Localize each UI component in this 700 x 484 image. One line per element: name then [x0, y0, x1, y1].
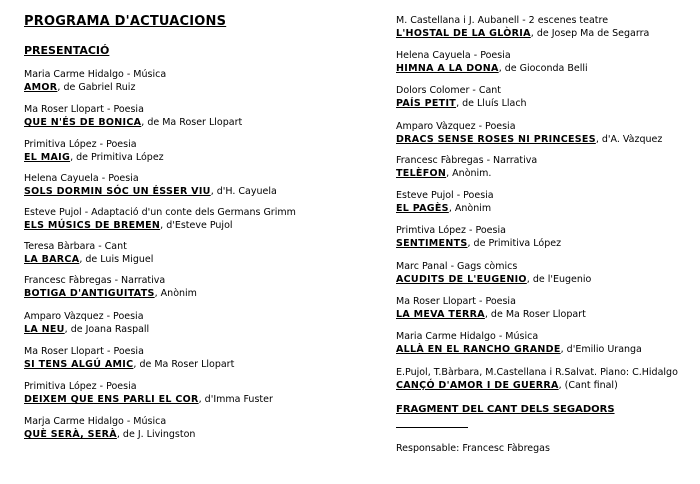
work-credit: , de Lluís Llach [456, 98, 527, 109]
work-credit: , de Ma Roser Llopart [141, 117, 243, 128]
performer-line: Ma Roser Llopart - Poesia [396, 296, 516, 307]
performer-line: Marc Panal - Gags còmics [396, 261, 518, 272]
work-title: LA BARCA [24, 254, 80, 265]
performer-line: Francesc Fàbregas - Narrativa [396, 155, 538, 166]
performer-line: M. Castellana i J. Aubanell - 2 escenes teatre [396, 15, 609, 26]
work-credit: , de Gabriel Ruiz [57, 82, 136, 93]
work-title: SI TENS ALGÚ AMIC [24, 359, 134, 370]
work-credit: , de Ma Roser Llopart [484, 309, 586, 320]
work-credit: , d'Emilio Uranga [560, 344, 642, 355]
work-credit: , de l'Eugenio [526, 274, 592, 285]
work-credit: , d'Esteve Pujol [160, 220, 233, 231]
work-title: ELS MÚSICS DE BREMEN [24, 220, 161, 231]
work-title: SOLS DORMIN SÓC UN ÉSSER VIU [24, 186, 211, 197]
performer-line: Helena Cayuela - Poesia [396, 50, 511, 61]
work-credit: , de Joana Raspall [64, 324, 150, 335]
performer-line: Esteve Pujol - Poesia [396, 190, 494, 201]
performer-line: Ma Roser Llopart - Poesia [24, 104, 144, 115]
performer-line: Esteve Pujol - Adaptació d'un conte dels Germans Grimm [24, 207, 296, 218]
section-heading: PRESENTACIÓ [24, 44, 110, 57]
work-credit: , Anònim [448, 203, 492, 214]
work-credit: , de Josep Ma de Segarra [530, 28, 650, 39]
work-title: SENTIMENTS [396, 238, 468, 249]
program-entry [396, 189, 494, 215]
work-credit: , de Ma Roser Llopart [133, 359, 235, 370]
work-credit: , de J. Livingston [116, 429, 196, 440]
work-title: AMOR [24, 82, 58, 93]
work-credit: , de Luis Miguel [79, 254, 154, 265]
performer-line: Maria Carme Hidalgo - Música [24, 69, 167, 80]
program-entry [396, 120, 662, 146]
work-credit: , de Primitiva López [467, 238, 562, 249]
program-title: PROGRAMA D'ACTUACIONS [24, 14, 227, 29]
work-title: HIMNA A LA DONA [396, 63, 499, 74]
program-entry [396, 224, 561, 250]
program-entry [24, 103, 242, 129]
work-title: QUE N'ÉS DE BONICA [24, 117, 142, 128]
performer-line: Teresa Bàrbara - Cant [24, 241, 127, 252]
program-entry [396, 260, 591, 286]
program-entry [24, 415, 195, 441]
program-entry [24, 274, 197, 300]
program-entry [24, 310, 149, 336]
program-entry [396, 14, 649, 40]
program-entry [396, 84, 527, 110]
work-title: TELÈFON [396, 168, 447, 179]
performer-line: Amparo Vàzquez - Poesia [24, 311, 144, 322]
fragment-heading: FRAGMENT DEL CANT DELS SEGADORS [396, 404, 615, 415]
program-entry [396, 49, 588, 75]
performer-line: Amparo Vàzquez - Poesia [396, 121, 516, 132]
performer-line: Primtiva López - Poesia [396, 225, 506, 236]
program-entry [24, 240, 153, 266]
program-entry [24, 345, 234, 371]
program-entry [24, 172, 277, 198]
signature-rule [396, 427, 468, 428]
work-credit: , d'H. Cayuela [210, 186, 277, 197]
work-title: CANÇÓ D'AMOR I DE GUERRA [396, 380, 559, 391]
performer-line: Marja Carme Hidalgo - Música [24, 416, 167, 427]
performer-line: Primitiva López - Poesia [24, 381, 137, 392]
performer-line: Francesc Fàbregas - Narrativa [24, 275, 166, 286]
program-entry [24, 206, 296, 232]
program-entry [24, 380, 273, 406]
work-title: L'HOSTAL DE LA GLÒRIA [396, 28, 531, 39]
program-entry [396, 330, 642, 356]
work-credit: , de Primitiva López [70, 152, 164, 163]
work-title: PAÍS PETIT [396, 98, 457, 109]
performer-line: Helena Cayuela - Poesia [24, 173, 139, 184]
performer-line: Primitiva López - Poesia [24, 139, 137, 150]
program-entry [396, 366, 678, 392]
performer-line: Dolors Colomer - Cant [396, 85, 502, 96]
work-title: EL MAIG [24, 152, 71, 163]
work-title: DEIXEM QUE ENS PARLI EL COR [24, 394, 199, 405]
work-credit: , d'A. Vàzquez [595, 134, 663, 145]
work-title: QUÈ SERÀ, SERÀ [24, 429, 117, 440]
work-credit: , (Cant final) [558, 380, 618, 391]
work-title: BOTIGA D'ANTIGUITATS [24, 288, 155, 299]
work-credit: , Anònim [154, 288, 197, 299]
work-credit: , d'Imma Fuster [198, 394, 273, 405]
responsible-line: Responsable: Francesc Fàbregas [396, 443, 550, 454]
work-credit: , Anònim. [446, 168, 492, 179]
work-title: ALLÀ EN EL RANCHO GRANDE [396, 344, 561, 355]
program-entry [24, 68, 166, 94]
performer-line: Maria Carme Hidalgo - Música [396, 331, 539, 342]
work-title: DRACS SENSE ROSES NI PRINCESES [396, 134, 596, 145]
work-title: EL PAGÈS [396, 203, 449, 214]
work-title: LA NEU [24, 324, 65, 335]
program-entry [396, 154, 537, 180]
work-title: LA MEVA TERRA [396, 309, 485, 320]
performer-line: E.Pujol, T.Bàrbara, M.Castellana i R.Salvat. Piano: C.Hidalgo [396, 367, 678, 378]
program-entry [396, 295, 586, 321]
program-entry [24, 138, 164, 164]
work-title: ACUDITS DE L'EUGENIO [396, 274, 527, 285]
work-credit: , de Gioconda Belli [498, 63, 588, 74]
performer-line: Ma Roser Llopart - Poesia [24, 346, 144, 357]
